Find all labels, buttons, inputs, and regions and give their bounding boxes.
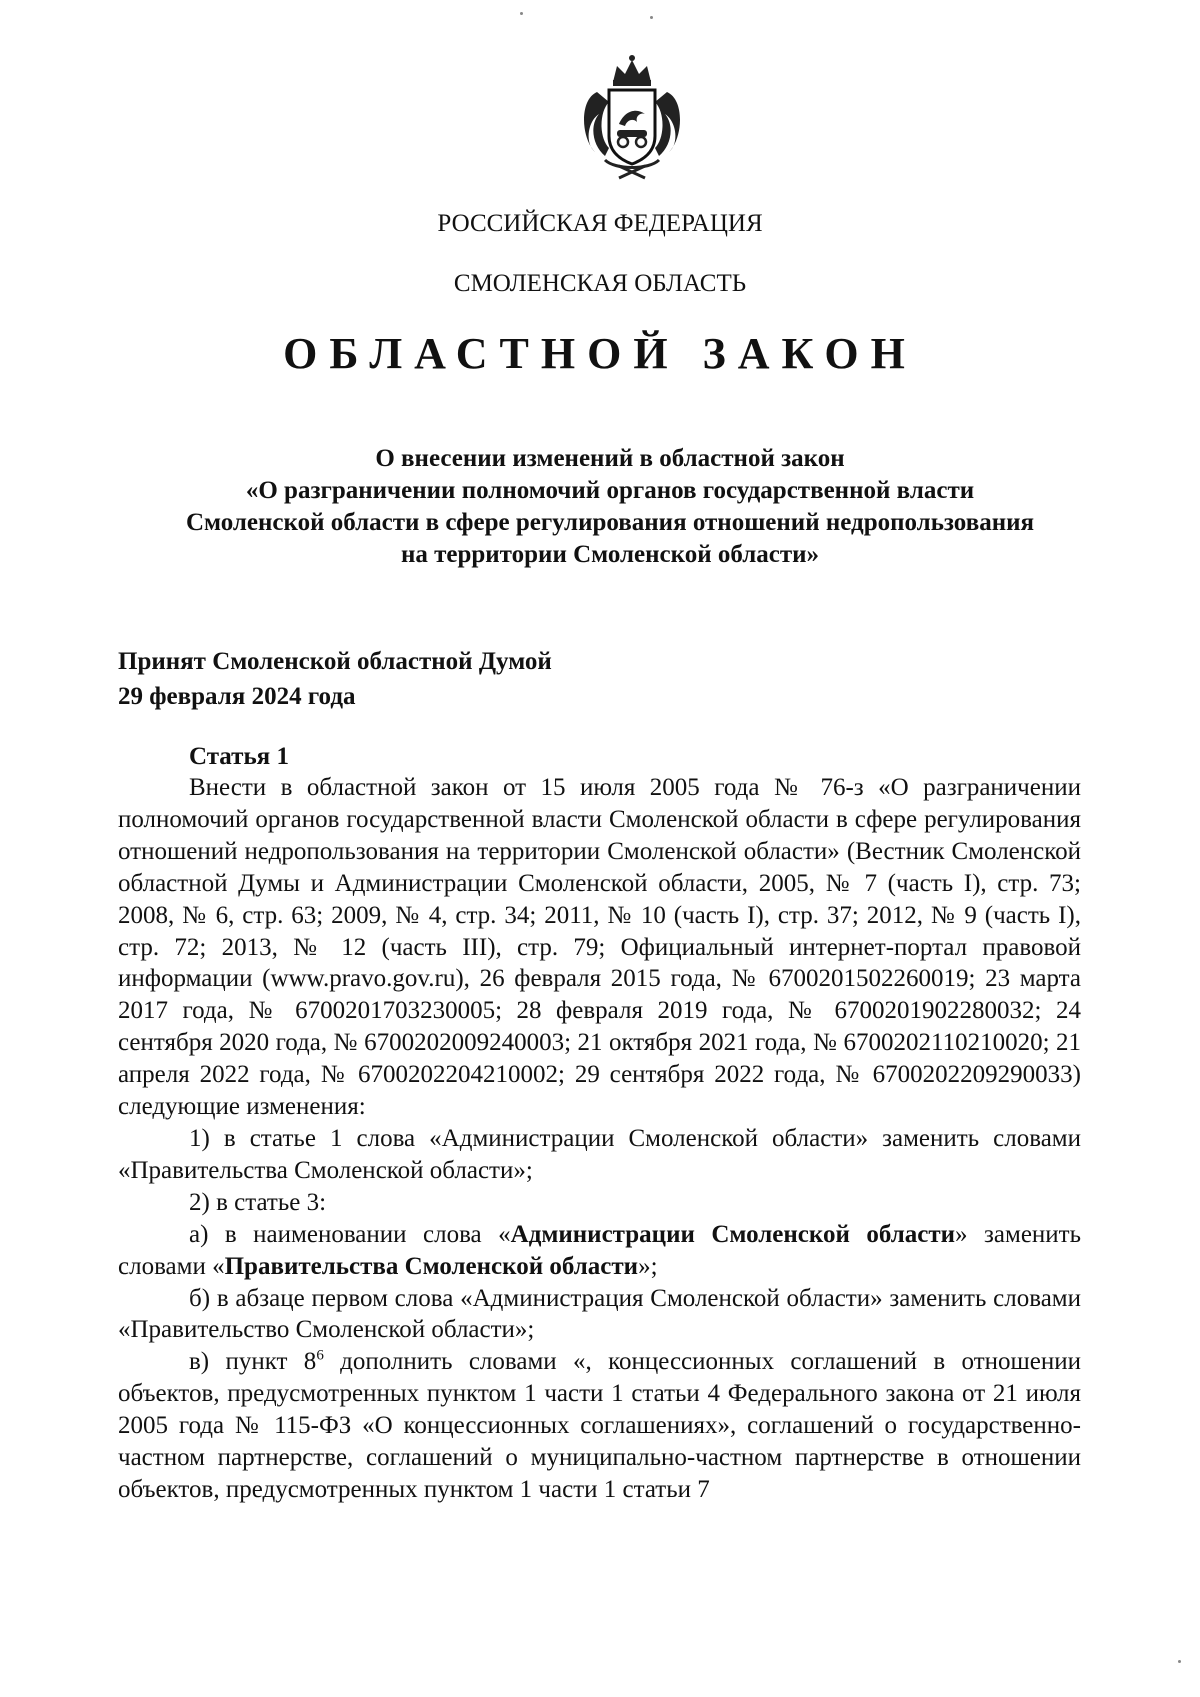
text-run: в) пункт 8 <box>189 1348 317 1376</box>
law-title-line: Смоленской области в сфере регулирования отношений недропользования <box>185 509 1035 536</box>
text-run: »; <box>638 1252 658 1280</box>
law-title-line: О внесении изменений в областной закон <box>375 445 845 472</box>
scan-speck <box>520 12 523 15</box>
law-title-line: «О разграничении полномочий органов государственной власти <box>245 477 975 504</box>
adoption-body: Принят Смоленской областной Думой <box>118 648 552 675</box>
country-name: РОССИЙСКАЯ ФЕДЕРАЦИЯ <box>437 210 763 237</box>
bold-text-run: Правительства Смоленской области <box>224 1252 639 1280</box>
article-paragraph <box>118 1346 1081 1506</box>
law-title-line: на территории Смоленской области» <box>400 541 820 568</box>
article-paragraph: 2) в статье 3: <box>189 1188 327 1216</box>
text-run: дополнить словами «, концессионных соглашений в отношении объектов, предусмотренных пунктом 1 части 1 статьи 4 Федерального закона от 21 июля 2005 года № 115-ФЗ «О концессионных соглашениях», соглашений о государственно-частном партнерстве, соглашений о муниципально-частном партнерстве в отношении объектов, предусмотренных пунктом 1 части 1 статьи 7 <box>118 1348 1081 1503</box>
bold-text-run: Администрации Смоленской области <box>510 1220 956 1248</box>
article-heading: Статья 1 <box>189 743 289 770</box>
superscript: 6 <box>316 1347 324 1364</box>
article-paragraph: Внести в областной закон от 15 июля 2005 года № 76-з «О разграничении полномочий органов государственной власти Смоленской области в сфере регулирования отношений недропользования на территории Смоленской области» (Вестник Смоленской областной Думы и Администрации Смоленской области, 2005, № 7 (часть I), стр. 73; 2008, № 6, стр. 63; 2009, № 4, стр. 34; 2011, № 10 (часть I), стр. 37; 2012, № 9 (часть I), стр. 72; 2013, № 12 (часть III), стр. 79; Официальный интернет-портал правовой информации (www.pravo.gov.ru), 26 февраля 2015 года, № 6700201502260019; 23 марта 2017 года, № 6700201703230005; 28 февраля 2019 года, № 6700201902280032; 24 сентября 2020 года, № 6700202009240003; 21 октября 2021 года, № 6700202110210020; 21 апреля 2022 года, № 6700202204210002; 29 сентября 2022 года, № 6700202209290033) следующие изменения: <box>118 774 1081 1121</box>
adoption-info <box>118 644 818 714</box>
coat-of-arms-icon <box>575 52 689 180</box>
text-run: а) в наименовании слова « <box>189 1220 511 1248</box>
adoption-date: 29 февраля 2024 года <box>118 683 356 710</box>
document-type-heading: ОБЛАСТНОЙ ЗАКОН <box>283 329 917 378</box>
law-title <box>130 443 1090 571</box>
article-paragraph: 1) в статье 1 слова «Администрации Смоленской области» заменить словами «Правительства Смоленской области»; <box>118 1124 1081 1184</box>
article-paragraph: б) в абзаце первом слова «Администрация Смоленской области» заменить словами «Правительство Смоленской области»; <box>118 1284 1081 1344</box>
region-name: СМОЛЕНСКАЯ ОБЛАСТЬ <box>453 270 747 297</box>
coat-of-arms-emblem <box>575 52 689 180</box>
scan-speck <box>650 16 653 19</box>
text-run: » заменить словами « <box>118 1220 1081 1280</box>
article-paragraph <box>118 1219 1081 1283</box>
scan-speck <box>1178 1660 1181 1663</box>
article-body <box>118 772 1081 1506</box>
